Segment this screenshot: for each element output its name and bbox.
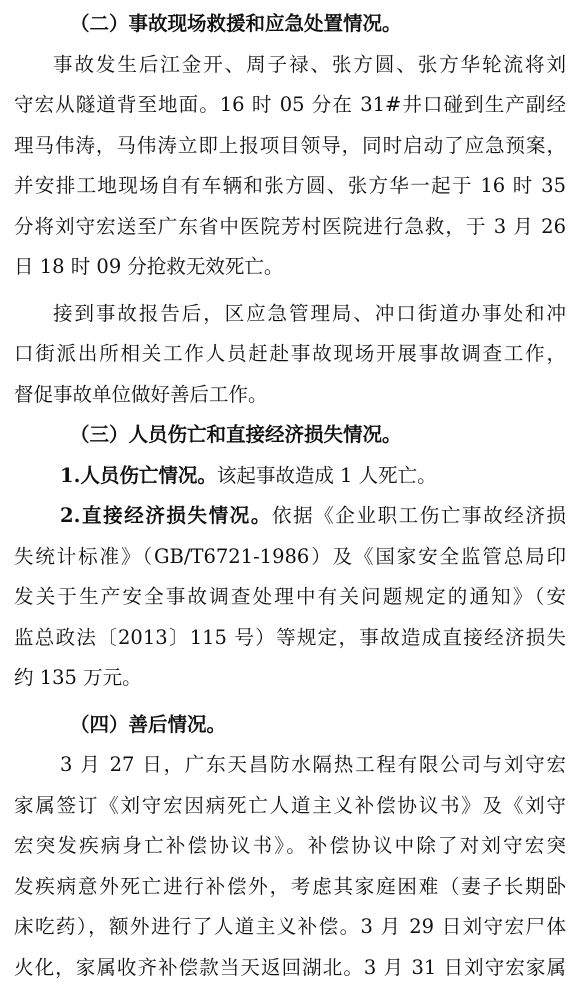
paragraph-line: 发关于生产安全事故调查处理中有关问题规定的通知》（安: [14, 577, 566, 618]
paragraph-line: 守宏从隧道背至地面。16 时 05 分在 31#井口碰到生产副经: [14, 85, 566, 126]
paragraph-report: [14, 294, 566, 416]
paragraph-line: 分将刘守宏送至广东省中医院芳村医院进行急救，于 3 月 26: [14, 207, 566, 248]
paragraph-line: 3 月 27 日，广东天昌防水隔热工程有限公司与刘守宏: [14, 745, 566, 786]
paragraph-line: 火化，家属收齐补偿款当天返回湖北。3 月 31 日刘守宏家属: [14, 948, 566, 988]
item-economic-loss: [14, 496, 566, 699]
paragraph-line: 约 135 万元。: [14, 658, 566, 699]
paragraph-line: 监总政法〔2013〕115 号）等规定，事故造成直接经济损失: [14, 618, 566, 659]
item-casualties: [14, 456, 566, 497]
paragraph-line: 督促事故单位做好善后工作。: [14, 375, 566, 416]
item-text: 该起事故造成 1 人死亡。: [217, 464, 437, 487]
section-heading-4: （四）善后情况。: [14, 705, 566, 746]
paragraph-line: 日 18 时 09 分抢救无效死亡。: [14, 247, 566, 288]
paragraph-line: 宏突发疾病身亡补偿协议书》。补偿协议中除了对刘守宏突: [14, 826, 566, 867]
paragraph-line: 口街派出所相关工作人员赶赴事故现场开展事故调查工作，: [14, 334, 566, 375]
paragraph-line: 并安排工地现场自有车辆和张方圆、张方华一起于 16 时 35: [14, 166, 566, 207]
paragraph-rescue: [14, 45, 566, 288]
paragraph-line: 发疾病意外死亡进行补偿外，考虑其家庭困难（妻子长期卧: [14, 867, 566, 908]
item-label: 2.直接经济损失情况。: [60, 504, 272, 527]
item-label: 1.人员伤亡情况。: [60, 464, 217, 487]
paragraph-line: [14, 496, 566, 537]
paragraph-line: 失统计标准》（GB/T6721-1986）及《国家安全监管总局印: [14, 537, 566, 578]
paragraph-line: 接到事故报告后，区应急管理局、冲口街道办事处和冲: [14, 294, 566, 335]
paragraph-line: 事故发生后江金开、周子禄、张方圆、张方华轮流将刘: [14, 45, 566, 86]
section-heading-2: （二）事故现场救援和应急处置情况。: [14, 4, 566, 45]
section-heading-3: （三）人员伤亡和直接经济损失情况。: [14, 415, 566, 456]
paragraph-line: 理马伟涛，马伟涛立即上报项目领导，同时启动了应急预案，: [14, 126, 566, 167]
paragraph-line: 床吃药），额外进行了人道主义补偿。3 月 29 日刘守宏尸体: [14, 907, 566, 948]
paragraph-line: 家属签订《刘守宏因病死亡人道主义补偿协议书》及《刘守: [14, 786, 566, 827]
item-text: 依据《企业职工伤亡事故经济损: [272, 504, 566, 527]
paragraph-aftermath: [14, 745, 566, 988]
